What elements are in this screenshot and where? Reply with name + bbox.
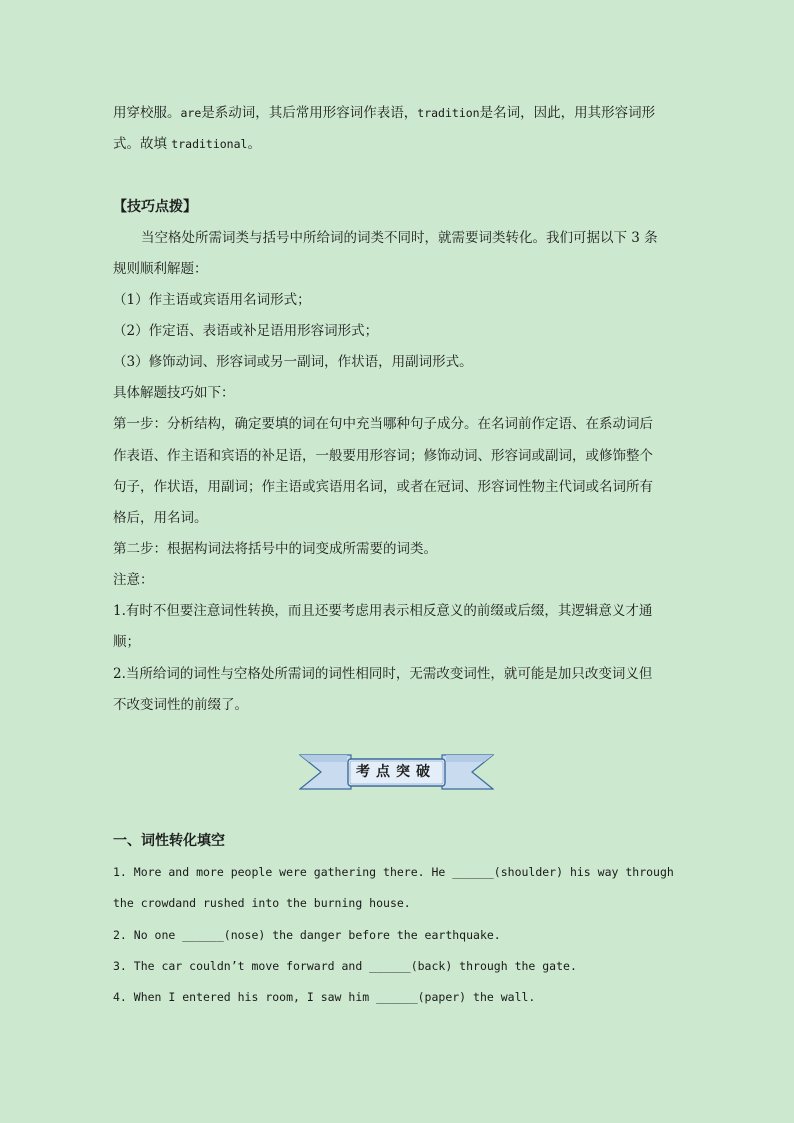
- banner-label: 考点突破: [356, 764, 436, 780]
- tips-note-1: 顺；: [113, 634, 140, 650]
- intro-text: 式。故填: [113, 136, 172, 152]
- intro-text: 用穿校服。: [113, 105, 181, 121]
- tips-step-1: 格后，用名词。: [113, 510, 208, 526]
- tips-line: 当空格处所需词类与括号中所给词的词类不同时，就需要词类转化。我们可据以下 3 条: [141, 230, 658, 246]
- section-banner: [299, 752, 494, 792]
- tips-line: 具体解题技巧如下：: [113, 385, 235, 401]
- exercise-item-4: 4. When I entered his room, I saw him ______(paper) the wall.: [113, 990, 536, 1004]
- tips-note-2: 不改变词性的前缀了。: [113, 697, 248, 713]
- exercise-item-1-cont: the crowdand rushed into the burning house.: [113, 896, 411, 910]
- tips-step-2: 第二步：根据构词法将括号中的词变成所需要的词类。: [113, 541, 437, 557]
- tips-step-1: 作表语、作主语和宾语的补足语，一般要用形容词；修饰动词、形容词或副词，或修饰整个: [113, 448, 653, 464]
- exercise-item-3: 3. The car couldn’t move forward and ______(back) through the gate.: [113, 959, 577, 973]
- intro-line-2: [113, 134, 685, 154]
- tips-step-1: 句子，作状语，用副词；作主语或宾语用名词，或者在冠词、形容词性物主代词或名词所有: [113, 479, 653, 495]
- intro-text: 。: [247, 136, 261, 152]
- tips-step-1: 第一步：分析结构，确定要填的词在句中充当哪种句子成分。在名词前作定语、在系动词后: [113, 416, 653, 432]
- tips-note-label: 注意：: [113, 572, 154, 588]
- intro-word-are: are: [180, 106, 202, 120]
- intro-word-traditional: traditional: [171, 137, 248, 151]
- section-title: 一、词性转化填空: [113, 833, 225, 849]
- exercise-item-1: 1. More and more people were gathering there. He ______(shoulder) his way through: [113, 865, 674, 879]
- intro-line-1: [113, 103, 685, 123]
- intro-word-tradition: tradition: [417, 106, 480, 120]
- intro-text: 是名词，因此，用其形容词形: [479, 105, 656, 121]
- tips-note-2: 2.当所给词的词性与空格处所需词的词性相同时，无需改变词性，就可能是加只改变词义但: [113, 666, 653, 682]
- tips-rule-3: （3）修饰动词、形容词或另一副词，作状语，用副词形式。: [113, 354, 473, 370]
- tips-line: 规则顺利解题：: [113, 261, 208, 277]
- tips-rule-2: （2）作定语、表语或补足语用形容词形式；: [113, 323, 379, 339]
- exercise-item-2: 2. No one ______(nose) the danger before the earthquake.: [113, 928, 501, 942]
- intro-text: 是系动词，其后常用形容词作表语，: [201, 105, 418, 121]
- tips-title: 【技巧点拨】: [113, 199, 197, 215]
- tips-rule-1: （1）作主语或宾语用名词形式；: [113, 292, 311, 308]
- tips-note-1: 1.有时不但要注意词性转换，而且还要考虑用表示相反意义的前缀或后缀，其逻辑意义才通: [113, 603, 653, 619]
